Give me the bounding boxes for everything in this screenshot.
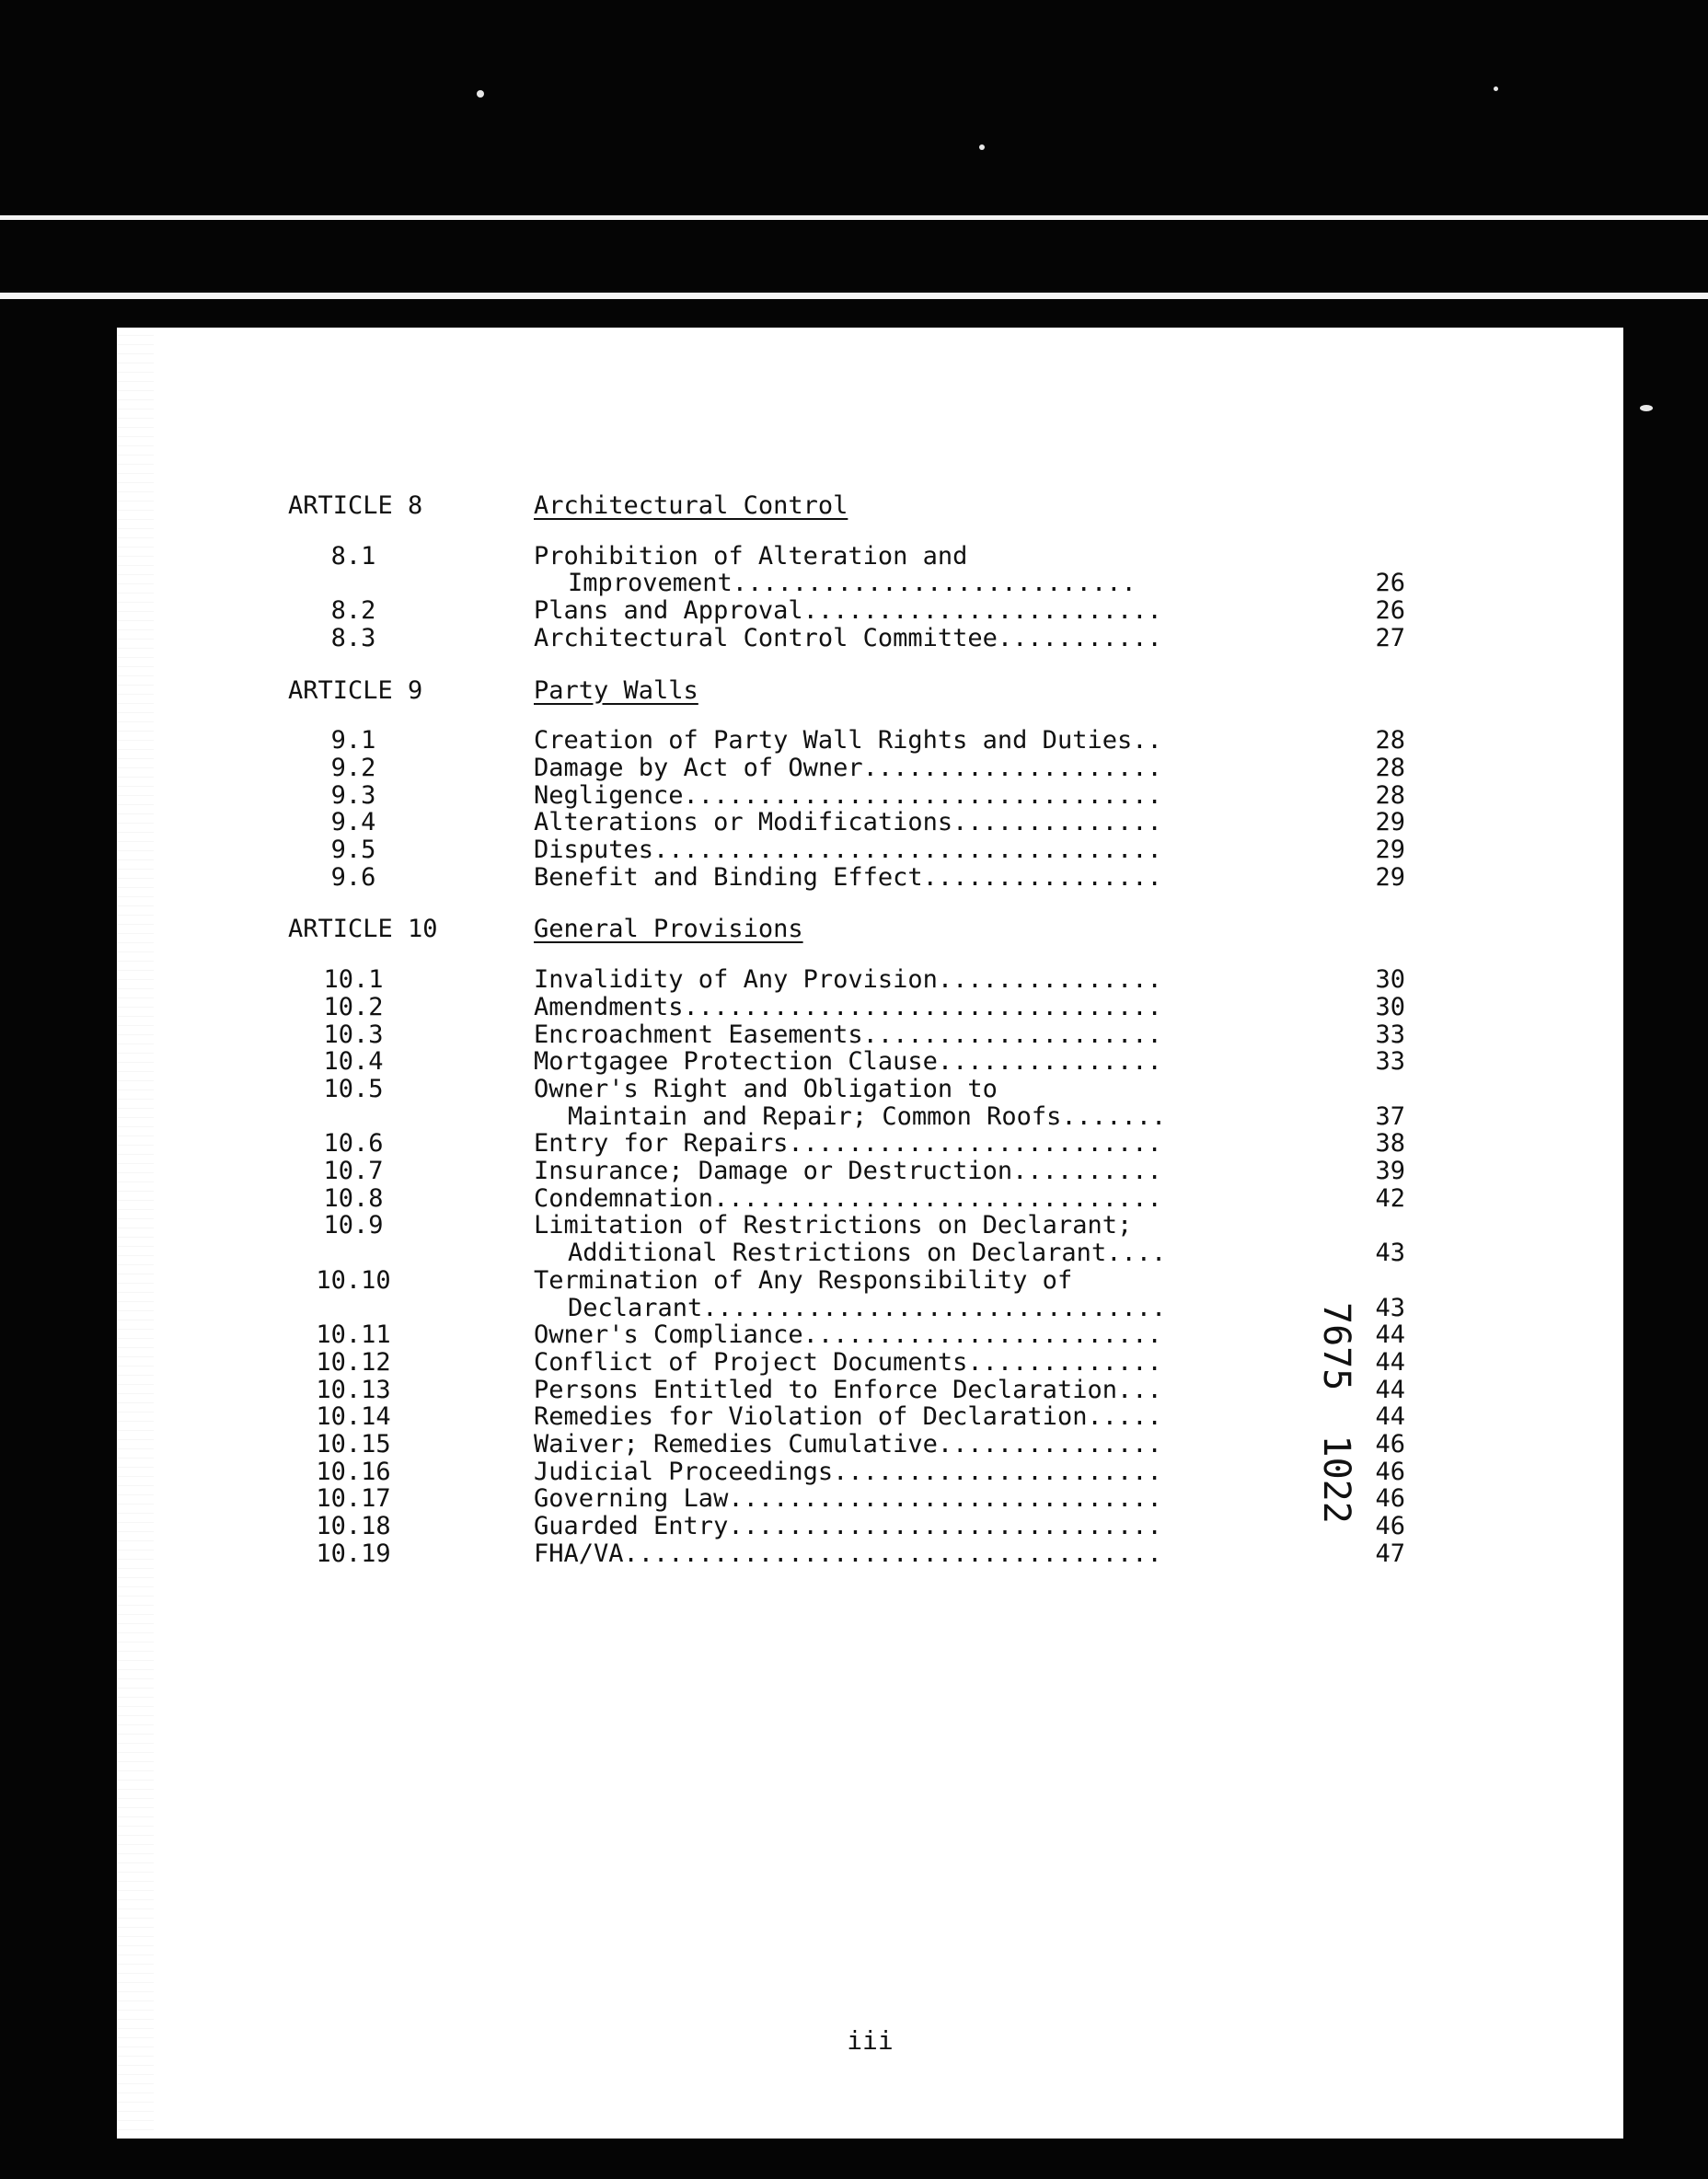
section-number: 10.15 (316, 1430, 391, 1458)
section-title: Disputes.................................. (534, 836, 1162, 864)
article-label: ARTICLE 9 (288, 675, 423, 705)
section-number: 10.7 (323, 1157, 384, 1185)
section-number: 10.6 (323, 1129, 384, 1159)
section-title: Judicial Proceedings...................... (534, 1457, 1162, 1486)
scan-speck (1640, 405, 1653, 411)
section-title: Prohibition of Alteration and (534, 541, 968, 571)
section-page-number: 26 (1375, 596, 1405, 626)
section-number: 10.19 (316, 1539, 391, 1568)
section-page-number: 42 (1375, 1183, 1405, 1213)
section-number: 9.5 (330, 836, 376, 864)
section-title: Benefit and Binding Effect................ (534, 862, 1162, 892)
document-page (117, 328, 1623, 2139)
article-heading-row (117, 914, 1623, 945)
section-page-number: 28 (1375, 753, 1405, 782)
section-number: 8.2 (330, 596, 376, 626)
section-page-number: 28 (1375, 780, 1405, 810)
section-page-number: 43 (1375, 1293, 1405, 1322)
section-title: Encroachment Easements.................... (534, 1020, 1162, 1049)
section-page-number: 43 (1375, 1239, 1405, 1268)
section-page-number: 46 (1375, 1484, 1405, 1514)
toc-entry-row (117, 623, 1623, 654)
article-title: Party Walls (534, 675, 698, 705)
section-title: Creation of Party Wall Rights and Duties.. (534, 726, 1162, 755)
section-title: Amendments................................ (534, 992, 1162, 1021)
section-page-number: 47 (1375, 1539, 1405, 1568)
section-page-number: 27 (1375, 623, 1405, 652)
section-number: 10.8 (323, 1183, 384, 1213)
section-page-number: 33 (1375, 1047, 1405, 1077)
section-title: Owner's Right and Obligation to (534, 1074, 998, 1103)
section-number: 8.3 (330, 623, 376, 652)
section-title: Damage by Act of Owner.................... (534, 753, 1162, 782)
section-page-number: 30 (1375, 965, 1405, 995)
section-page-number: 30 (1375, 992, 1405, 1021)
section-number: 10.1 (323, 965, 384, 995)
section-number: 10.14 (316, 1402, 391, 1432)
section-page-number: 29 (1375, 808, 1405, 837)
section-number: 9.3 (330, 780, 376, 810)
section-page-number: 38 (1375, 1129, 1405, 1159)
section-page-number: 46 (1375, 1512, 1405, 1541)
section-title: Owner's Compliance........................ (534, 1320, 1162, 1350)
section-number: 8.1 (330, 541, 376, 571)
section-title: Declarant............................... (568, 1293, 1167, 1322)
section-title: Additional Restrictions on Declarant.... (568, 1239, 1167, 1268)
scan-band-top (0, 215, 1708, 220)
section-number: 10.13 (316, 1375, 391, 1404)
section-number: 10.9 (323, 1211, 384, 1240)
section-page-number: 29 (1375, 862, 1405, 892)
section-page-number: 44 (1375, 1402, 1405, 1432)
section-number: 10.4 (323, 1047, 384, 1077)
section-title: Governing Law............................. (534, 1484, 1162, 1514)
section-number: 9.2 (330, 753, 376, 782)
section-number: 9.6 (330, 862, 376, 892)
article-heading-row (117, 675, 1623, 707)
section-page-number: 28 (1375, 726, 1405, 755)
section-page-number: 46 (1375, 1430, 1405, 1458)
section-title: Waiver; Remedies Cumulative............... (534, 1430, 1162, 1458)
section-title: Mortgagee Protection Clause............... (534, 1047, 1162, 1077)
toc-entry-row (117, 862, 1623, 894)
section-title: Termination of Any Responsibility of (534, 1265, 1073, 1295)
section-number: 10.18 (316, 1512, 391, 1541)
section-title: Invalidity of Any Provision............... (534, 965, 1162, 995)
section-title: Condemnation.............................. (534, 1183, 1162, 1213)
section-page-number: 39 (1375, 1157, 1405, 1185)
section-number: 10.12 (316, 1347, 391, 1377)
section-title: Alterations or Modifications.............. (534, 808, 1162, 837)
section-number: 10.17 (316, 1484, 391, 1514)
article-title: Architectural Control (534, 491, 848, 520)
section-title: Conflict of Project Documents............. (534, 1347, 1162, 1377)
section-title: Guarded Entry............................. (534, 1512, 1162, 1541)
section-number: 10.5 (323, 1074, 384, 1103)
section-number: 10.11 (316, 1320, 391, 1350)
section-title: Persons Entitled to Enforce Declaration... (534, 1375, 1162, 1404)
document-stamp-number: 7675 1022 (1315, 1302, 1357, 1524)
section-page-number: 44 (1375, 1375, 1405, 1404)
scan-speck (979, 144, 985, 150)
toc-entry-row (117, 1539, 1623, 1570)
section-number: 10.2 (323, 992, 384, 1021)
section-number: 10.3 (323, 1020, 384, 1049)
section-title: Improvement........................... (568, 569, 1137, 598)
section-title: Plans and Approval........................ (534, 596, 1162, 626)
article-label: ARTICLE 10 (288, 915, 438, 944)
article-title: General Provisions (534, 915, 803, 944)
section-page-number: 46 (1375, 1457, 1405, 1486)
section-number: 9.4 (330, 808, 376, 837)
scan-speck (1494, 86, 1498, 91)
page-folio: iii (847, 2025, 894, 2056)
section-title: Maintain and Repair; Common Roofs....... (568, 1101, 1167, 1131)
scan-band-lower (0, 293, 1708, 299)
section-title: Remedies for Violation of Declaration..... (534, 1402, 1162, 1432)
section-title: Architectural Control Committee........... (534, 623, 1162, 652)
section-page-number: 29 (1375, 836, 1405, 864)
section-title: Entry for Repairs......................... (534, 1129, 1162, 1159)
section-number: 10.10 (316, 1265, 391, 1295)
article-heading-row (117, 490, 1623, 522)
section-page-number: 26 (1375, 569, 1405, 598)
section-number: 10.16 (316, 1457, 391, 1486)
section-page-number: 44 (1375, 1347, 1405, 1377)
section-page-number: 33 (1375, 1020, 1405, 1049)
article-label: ARTICLE 8 (288, 491, 423, 520)
section-title: Negligence................................ (534, 780, 1162, 810)
section-page-number: 44 (1375, 1320, 1405, 1350)
section-number: 9.1 (330, 726, 376, 755)
section-title: FHA/VA.................................... (534, 1539, 1162, 1568)
section-title: Limitation of Restrictions on Declarant; (534, 1211, 1133, 1240)
scan-speck (477, 90, 484, 98)
section-page-number: 37 (1375, 1101, 1405, 1131)
section-title: Insurance; Damage or Destruction.......... (534, 1157, 1162, 1185)
